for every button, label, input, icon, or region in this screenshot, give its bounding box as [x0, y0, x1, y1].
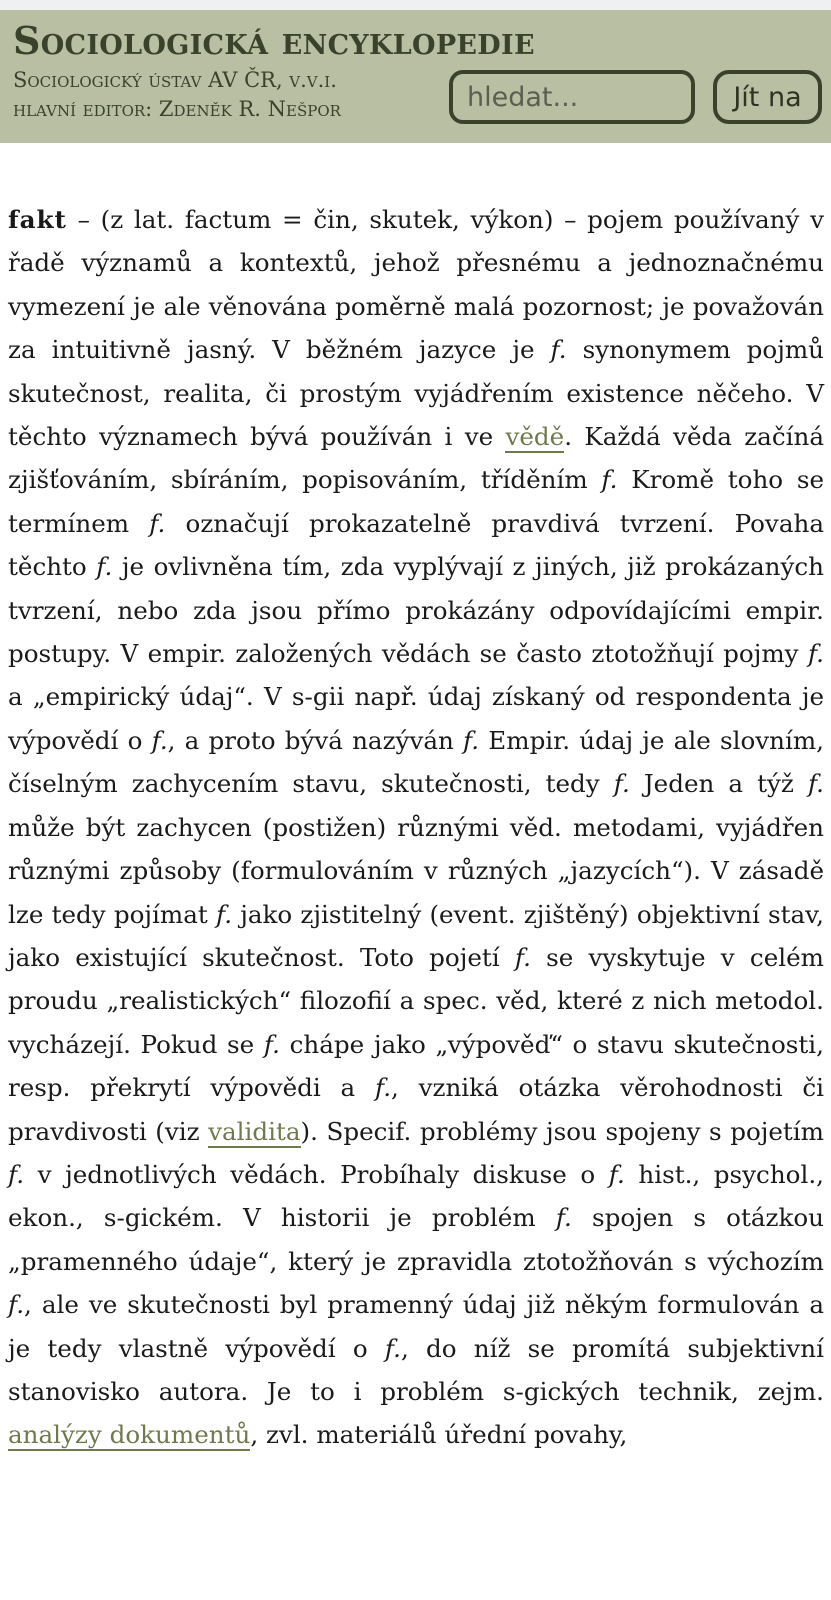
- site-title[interactable]: Sociologická encyklopedie: [13, 18, 535, 63]
- article-term: fakt: [8, 205, 67, 234]
- institute-name: Sociologický ústav AV ČR, v.v.i.: [13, 68, 337, 92]
- browser-top-strip: [0, 0, 831, 10]
- site-header: [0, 10, 831, 143]
- link-validita[interactable]: validita: [208, 1116, 301, 1146]
- article-paragraph: fakt – (z lat. factum = čin, skutek, výkon) – pojem používaný v řadě významů a kontextů, jehož přesnému a jednoznačnému vymezení je ale věnována poměrně malá pozornost; je považován za intuitivně jasný. V běžném jazyce je f. synonymem pojmů skutečnost, realita, či prostým vyjádřením existence něčeho. V těchto významech bývá používán i ve vědě. Každá věda začíná zjišťováním, sbíráním, popisováním, tříděním f. Kromě toho se termínem f. označují prokazatelně pravdivá tvrzení. Povaha těchto f. je ovlivněna tím, zda vyplývají z jiných, již prokázaných tvrzení, nebo zda jsou přímo prokázány odpovídajícími empir. postupy. V empir. založených vědách se často ztotožňují pojmy f. a „empirický údaj“. V s-gii např. údaj získaný od respondenta je výpovědí o f., a proto bývá nazýván f. Empir. údaj je ale slovním, číselným zachycením stavu, skutečnosti, tedy f. Jeden a týž f. může být zachycen (postižen) různými věd. metodami, vyjádřen různými způsoby (formulováním v různých „jazycích“). V zásadě lze tedy pojímat f. jako zjistitelný (event. zjištěný) objektivní stav, jako existující skutečnost. Toto pojetí f. se vyskytuje v celém proudu „realistických“ filozofií a spec. věd, které z nich metodol. vycházejí. Pokud se f. chápe jako „výpověď“ o stavu skutečnosti, resp. překrytí výpovědi a f., vzniká otázka věrohodnosti či pravdivosti (viz validita). Specif. problémy jsou spojeny s pojetím f. v jednotlivých vědách. Probíhaly diskuse o f. hist., psychol., ekon., s-gickém. V historii je problém f. spojen s otázkou „pramenného údaje“, který je zpravidla ztotožňován s výchozím f., ale ve skutečnosti byl pramenný údaj již někým formulován a je tedy vlastně výpovědí o f., do níž se promítá subjektivní stanovisko autora. Je to i problém s-gických technik, zejm. analýzy dokumentů, zvl. materiálů úřední povahy,: [8, 205, 825, 1450]
- link-analyzy-dokumentu[interactable]: analýzy dokumentů: [8, 1420, 251, 1450]
- editor-credit: hlavní editor: Zdeněk R. Nešpor: [13, 97, 341, 121]
- search-input[interactable]: [449, 70, 695, 124]
- go-button[interactable]: Jít na: [713, 70, 822, 124]
- link-veda[interactable]: vědě: [505, 422, 565, 452]
- article-body: [8, 198, 824, 1457]
